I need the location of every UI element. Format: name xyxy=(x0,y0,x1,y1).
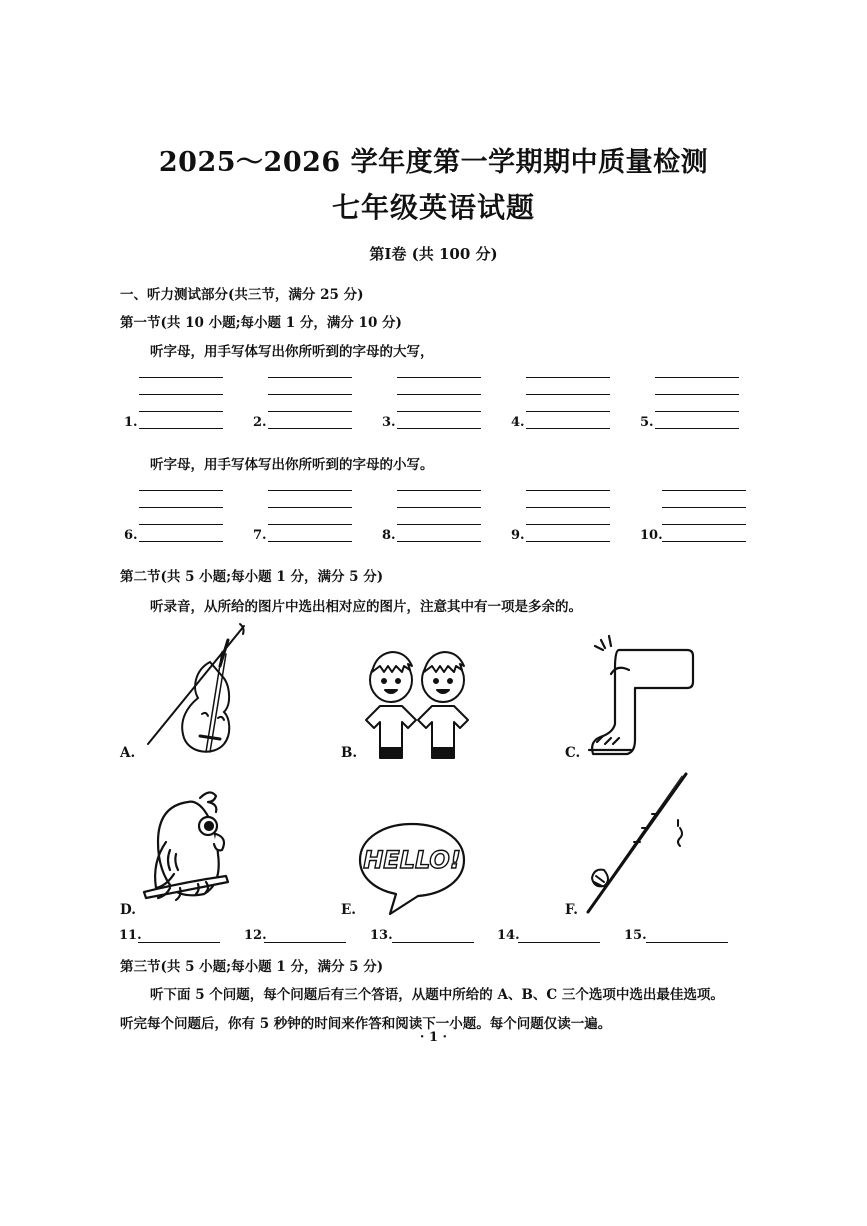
option-label-a: A. xyxy=(120,745,136,761)
page-number: · 1 · xyxy=(419,1030,448,1045)
question-number: 7. xyxy=(253,528,267,543)
section2-heading: 第二节(共 5 小题;每小题 1 分，满分 5 分) xyxy=(120,569,384,585)
question-number: 12. xyxy=(244,928,267,943)
writing-lines-10[interactable] xyxy=(662,490,746,542)
writing-lines-3[interactable] xyxy=(397,377,481,429)
question-number: 11. xyxy=(119,928,142,943)
two-kids-icon xyxy=(358,648,476,760)
question-number: 6. xyxy=(124,528,138,543)
writing-lines-8[interactable] xyxy=(397,490,481,542)
question-number: 5. xyxy=(640,415,654,430)
violin-icon xyxy=(140,622,250,760)
boot-icon xyxy=(585,634,695,762)
option-label-f: F. xyxy=(565,902,578,918)
writing-lines-4[interactable] xyxy=(526,377,610,429)
section3-heading: 第三节(共 5 小题;每小题 1 分，满分 5 分) xyxy=(120,959,384,975)
answer-blank-12[interactable] xyxy=(264,942,346,943)
option-label-c: C. xyxy=(565,745,581,761)
question-number: 14. xyxy=(497,928,520,943)
option-label-e: E. xyxy=(341,902,356,918)
exam-title: 2025～2026 学年度第一学期期中质量检测 xyxy=(158,147,709,178)
writing-lines-2[interactable] xyxy=(268,377,352,429)
section3-instruction-line2: 听完每个问题后，你有 5 秒钟的时间来作答和阅读下一小题。每个问题仅读一遍。 xyxy=(120,1016,612,1032)
section3-instruction-line1: 听下面 5 个问题，每个问题后有三个答语，从题中所给的 A、B、C 三个选项中选出最佳选项。 xyxy=(150,987,724,1003)
section1-instruction-upper: 听字母，用手写体写出你所听到的字母的大写， xyxy=(150,344,434,360)
writing-lines-9[interactable] xyxy=(526,490,610,542)
section1-heading: 第一节(共 10 小题;每小题 1 分，满分 10 分) xyxy=(120,315,402,331)
question-number: 3. xyxy=(382,415,396,430)
hello-text: HELLO! xyxy=(363,846,461,874)
writing-lines-6[interactable] xyxy=(139,490,223,542)
writing-lines-5[interactable] xyxy=(655,377,739,429)
hello-bubble-icon xyxy=(356,822,468,916)
option-label-d: D. xyxy=(120,902,136,918)
question-number: 15. xyxy=(624,928,647,943)
option-label-b: B. xyxy=(341,745,358,761)
answer-blank-14[interactable] xyxy=(518,942,600,943)
part1-heading: 一、听力测试部分(共三节，满分 25 分) xyxy=(120,287,364,303)
answer-blank-15[interactable] xyxy=(646,942,728,943)
question-number: 8. xyxy=(382,528,396,543)
question-number: 4. xyxy=(511,415,525,430)
question-number: 1. xyxy=(124,415,138,430)
question-number: 2. xyxy=(253,415,267,430)
section2-instruction: 听录音，从所给的图片中选出相对应的图片，注意其中有一项是多余的。 xyxy=(150,599,582,615)
parrot-icon xyxy=(140,788,232,916)
answer-blank-11[interactable] xyxy=(138,942,220,943)
writing-lines-7[interactable] xyxy=(268,490,352,542)
question-number: 10. xyxy=(640,528,663,543)
question-number: 9. xyxy=(511,528,525,543)
writing-lines-1[interactable] xyxy=(139,377,223,429)
fishing-rod-icon xyxy=(582,772,692,918)
exam-subtitle: 七年级英语试题 xyxy=(331,191,535,224)
question-number: 13. xyxy=(370,928,393,943)
volume-heading: 第Ⅰ卷 (共 100 分) xyxy=(369,245,498,263)
section1-instruction-lower: 听字母，用手写体写出你所听到的字母的小写。 xyxy=(150,457,434,473)
answer-blank-13[interactable] xyxy=(392,942,474,943)
